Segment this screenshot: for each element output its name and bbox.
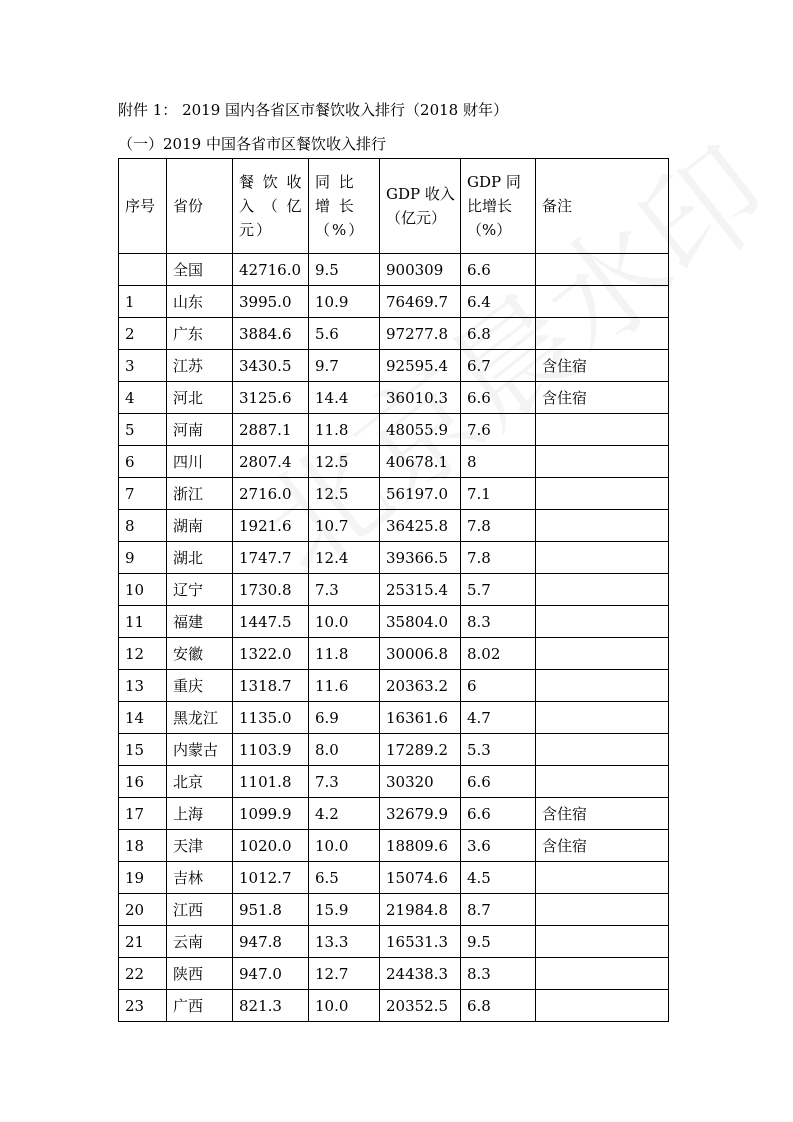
cell-province: 河南 [167, 414, 233, 446]
cell-province: 重庆 [167, 670, 233, 702]
table-row [119, 606, 669, 638]
cell-catering-revenue: 1012.7 [233, 862, 309, 894]
cell-notes: 含住宿 [536, 382, 669, 414]
table-row [119, 798, 669, 830]
table-row [119, 734, 669, 766]
cell-notes [536, 894, 669, 926]
cell-notes [536, 318, 669, 350]
cell-catering-revenue: 1135.0 [233, 702, 309, 734]
cell-yoy-growth: 9.7 [309, 350, 380, 382]
cell-index: 1 [119, 286, 167, 318]
cell-gdp-growth: 8.02 [461, 638, 536, 670]
cell-index: 23 [119, 990, 167, 1022]
cell-catering-revenue: 1101.8 [233, 766, 309, 798]
cell-yoy-growth: 10.9 [309, 286, 380, 318]
cell-gdp-growth: 8.3 [461, 958, 536, 990]
cell-gdp-growth: 6.6 [461, 766, 536, 798]
table-row [119, 350, 669, 382]
cell-gdp: 36425.8 [380, 510, 461, 542]
cell-catering-revenue: 3884.6 [233, 318, 309, 350]
header-index: 序号 [119, 159, 167, 254]
cell-gdp-growth: 6.6 [461, 798, 536, 830]
cell-yoy-growth: 12.5 [309, 446, 380, 478]
table-row [119, 574, 669, 606]
cell-notes [536, 734, 669, 766]
cell-index [119, 254, 167, 286]
cell-catering-revenue: 1020.0 [233, 830, 309, 862]
cell-gdp: 30320 [380, 766, 461, 798]
cell-gdp: 36010.3 [380, 382, 461, 414]
cell-province: 全国 [167, 254, 233, 286]
cell-index: 17 [119, 798, 167, 830]
table-row [119, 286, 669, 318]
cell-index: 10 [119, 574, 167, 606]
cell-notes: 含住宿 [536, 350, 669, 382]
cell-gdp: 97277.8 [380, 318, 461, 350]
cell-gdp: 25315.4 [380, 574, 461, 606]
cell-gdp-growth: 6.6 [461, 382, 536, 414]
cell-province: 内蒙古 [167, 734, 233, 766]
cell-province: 吉林 [167, 862, 233, 894]
table-row [119, 990, 669, 1022]
cell-gdp-growth: 5.3 [461, 734, 536, 766]
cell-catering-revenue: 1747.7 [233, 542, 309, 574]
table-row [119, 702, 669, 734]
cell-catering-revenue: 2807.4 [233, 446, 309, 478]
cell-province: 北京 [167, 766, 233, 798]
cell-catering-revenue: 2716.0 [233, 478, 309, 510]
cell-province: 广西 [167, 990, 233, 1022]
cell-yoy-growth: 12.5 [309, 478, 380, 510]
table-row [119, 478, 669, 510]
cell-notes [536, 414, 669, 446]
cell-province: 四川 [167, 446, 233, 478]
cell-notes [536, 670, 669, 702]
cell-notes [536, 446, 669, 478]
table-title: （一）2019 中国各省市区餐饮收入排行 [118, 135, 386, 153]
cell-index: 8 [119, 510, 167, 542]
cell-gdp: 24438.3 [380, 958, 461, 990]
cell-gdp-growth: 9.5 [461, 926, 536, 958]
cell-gdp: 35804.0 [380, 606, 461, 638]
header-province: 省份 [167, 159, 233, 254]
table-row [119, 862, 669, 894]
table-row [119, 958, 669, 990]
cell-gdp-growth: 7.6 [461, 414, 536, 446]
cell-index: 15 [119, 734, 167, 766]
cell-province: 福建 [167, 606, 233, 638]
cell-gdp-growth: 7.1 [461, 478, 536, 510]
cell-gdp: 900309 [380, 254, 461, 286]
table-row [119, 510, 669, 542]
cell-index: 12 [119, 638, 167, 670]
cell-notes [536, 254, 669, 286]
cell-index: 11 [119, 606, 167, 638]
cell-index: 2 [119, 318, 167, 350]
cell-catering-revenue: 42716.0 [233, 254, 309, 286]
cell-index: 20 [119, 894, 167, 926]
cell-gdp-growth: 6.8 [461, 990, 536, 1022]
document-heading: 附件 1： 2019 国内各省区市餐饮收入排行（2018 财年） [118, 101, 508, 119]
cell-gdp: 21984.8 [380, 894, 461, 926]
cell-gdp-growth: 6 [461, 670, 536, 702]
cell-yoy-growth: 14.4 [309, 382, 380, 414]
cell-province: 天津 [167, 830, 233, 862]
header-catering-revenue: 餐 饮 收 入 （ 亿 元） [233, 159, 309, 254]
cell-catering-revenue: 1730.8 [233, 574, 309, 606]
cell-gdp: 39366.5 [380, 542, 461, 574]
cell-index: 7 [119, 478, 167, 510]
cell-province: 湖北 [167, 542, 233, 574]
cell-yoy-growth: 6.5 [309, 862, 380, 894]
header-yoy-growth: 同 比 增 长（%） [309, 159, 380, 254]
cell-yoy-growth: 5.6 [309, 318, 380, 350]
cell-index: 22 [119, 958, 167, 990]
cell-province: 云南 [167, 926, 233, 958]
cell-province: 黑龙江 [167, 702, 233, 734]
cell-gdp-growth: 4.5 [461, 862, 536, 894]
cell-gdp: 92595.4 [380, 350, 461, 382]
cell-notes [536, 574, 669, 606]
cell-gdp: 20363.2 [380, 670, 461, 702]
cell-notes [536, 286, 669, 318]
cell-yoy-growth: 7.3 [309, 766, 380, 798]
cell-notes [536, 926, 669, 958]
cell-gdp-growth: 8.7 [461, 894, 536, 926]
table-row [119, 830, 669, 862]
table-row [119, 318, 669, 350]
cell-notes [536, 606, 669, 638]
cell-gdp: 15074.6 [380, 862, 461, 894]
cell-index: 19 [119, 862, 167, 894]
table-row [119, 382, 669, 414]
cell-gdp-growth: 7.8 [461, 542, 536, 574]
header-gdp: GDP 收入（亿元） [380, 159, 461, 254]
cell-gdp-growth: 6.7 [461, 350, 536, 382]
cell-catering-revenue: 3125.6 [233, 382, 309, 414]
cell-yoy-growth: 7.3 [309, 574, 380, 606]
cell-yoy-growth: 10.0 [309, 606, 380, 638]
ranking-table [118, 158, 669, 1022]
cell-gdp: 32679.9 [380, 798, 461, 830]
cell-catering-revenue: 947.0 [233, 958, 309, 990]
cell-yoy-growth: 13.3 [309, 926, 380, 958]
cell-gdp-growth: 4.7 [461, 702, 536, 734]
cell-gdp-growth: 6.8 [461, 318, 536, 350]
cell-yoy-growth: 10.7 [309, 510, 380, 542]
table-row [119, 766, 669, 798]
cell-notes [536, 478, 669, 510]
cell-index: 6 [119, 446, 167, 478]
cell-yoy-growth: 4.2 [309, 798, 380, 830]
cell-gdp-growth: 8.3 [461, 606, 536, 638]
cell-catering-revenue: 1322.0 [233, 638, 309, 670]
cell-gdp-growth: 6.6 [461, 254, 536, 286]
cell-catering-revenue: 821.3 [233, 990, 309, 1022]
cell-catering-revenue: 947.8 [233, 926, 309, 958]
cell-province: 浙江 [167, 478, 233, 510]
cell-province: 辽宁 [167, 574, 233, 606]
cell-index: 5 [119, 414, 167, 446]
table-row [119, 254, 669, 286]
cell-yoy-growth: 11.6 [309, 670, 380, 702]
cell-gdp: 40678.1 [380, 446, 461, 478]
cell-yoy-growth: 15.9 [309, 894, 380, 926]
cell-province: 广东 [167, 318, 233, 350]
header-gdp-growth: GDP 同比增长（%） [461, 159, 536, 254]
cell-catering-revenue: 1318.7 [233, 670, 309, 702]
cell-yoy-growth: 11.8 [309, 638, 380, 670]
table-row [119, 542, 669, 574]
cell-catering-revenue: 951.8 [233, 894, 309, 926]
cell-catering-revenue: 3995.0 [233, 286, 309, 318]
cell-notes [536, 510, 669, 542]
cell-index: 14 [119, 702, 167, 734]
cell-province: 山东 [167, 286, 233, 318]
cell-catering-revenue: 1921.6 [233, 510, 309, 542]
cell-notes [536, 766, 669, 798]
cell-gdp-growth: 5.7 [461, 574, 536, 606]
cell-yoy-growth: 12.7 [309, 958, 380, 990]
cell-yoy-growth: 12.4 [309, 542, 380, 574]
cell-notes: 含住宿 [536, 798, 669, 830]
cell-gdp: 48055.9 [380, 414, 461, 446]
cell-gdp-growth: 3.6 [461, 830, 536, 862]
cell-gdp: 76469.7 [380, 286, 461, 318]
cell-index: 16 [119, 766, 167, 798]
cell-notes [536, 702, 669, 734]
cell-province: 安徽 [167, 638, 233, 670]
cell-notes [536, 990, 669, 1022]
cell-province: 湖南 [167, 510, 233, 542]
table-row [119, 926, 669, 958]
cell-catering-revenue: 1447.5 [233, 606, 309, 638]
cell-gdp-growth: 6.4 [461, 286, 536, 318]
cell-notes [536, 862, 669, 894]
cell-catering-revenue: 2887.1 [233, 414, 309, 446]
cell-province: 江西 [167, 894, 233, 926]
cell-province: 上海 [167, 798, 233, 830]
table-row [119, 414, 669, 446]
header-notes: 备注 [536, 159, 669, 254]
table-row [119, 894, 669, 926]
cell-gdp: 20352.5 [380, 990, 461, 1022]
cell-gdp: 18809.6 [380, 830, 461, 862]
cell-index: 18 [119, 830, 167, 862]
cell-catering-revenue: 1099.9 [233, 798, 309, 830]
table-row [119, 670, 669, 702]
cell-province: 陕西 [167, 958, 233, 990]
cell-province: 河北 [167, 382, 233, 414]
cell-gdp: 30006.8 [380, 638, 461, 670]
cell-index: 3 [119, 350, 167, 382]
cell-notes [536, 958, 669, 990]
cell-yoy-growth: 9.5 [309, 254, 380, 286]
table-row [119, 446, 669, 478]
cell-yoy-growth: 10.0 [309, 830, 380, 862]
cell-gdp-growth: 8 [461, 446, 536, 478]
cell-yoy-growth: 8.0 [309, 734, 380, 766]
cell-notes [536, 542, 669, 574]
cell-gdp: 56197.0 [380, 478, 461, 510]
cell-catering-revenue: 1103.9 [233, 734, 309, 766]
cell-gdp: 16361.6 [380, 702, 461, 734]
cell-index: 9 [119, 542, 167, 574]
table-header-row [119, 159, 669, 254]
table-row [119, 638, 669, 670]
cell-notes [536, 638, 669, 670]
cell-gdp: 17289.2 [380, 734, 461, 766]
cell-notes: 含住宿 [536, 830, 669, 862]
cell-yoy-growth: 10.0 [309, 990, 380, 1022]
cell-index: 13 [119, 670, 167, 702]
cell-gdp: 16531.3 [380, 926, 461, 958]
cell-yoy-growth: 11.8 [309, 414, 380, 446]
cell-gdp-growth: 7.8 [461, 510, 536, 542]
cell-index: 21 [119, 926, 167, 958]
cell-yoy-growth: 6.9 [309, 702, 380, 734]
cell-province: 江苏 [167, 350, 233, 382]
cell-index: 4 [119, 382, 167, 414]
cell-catering-revenue: 3430.5 [233, 350, 309, 382]
